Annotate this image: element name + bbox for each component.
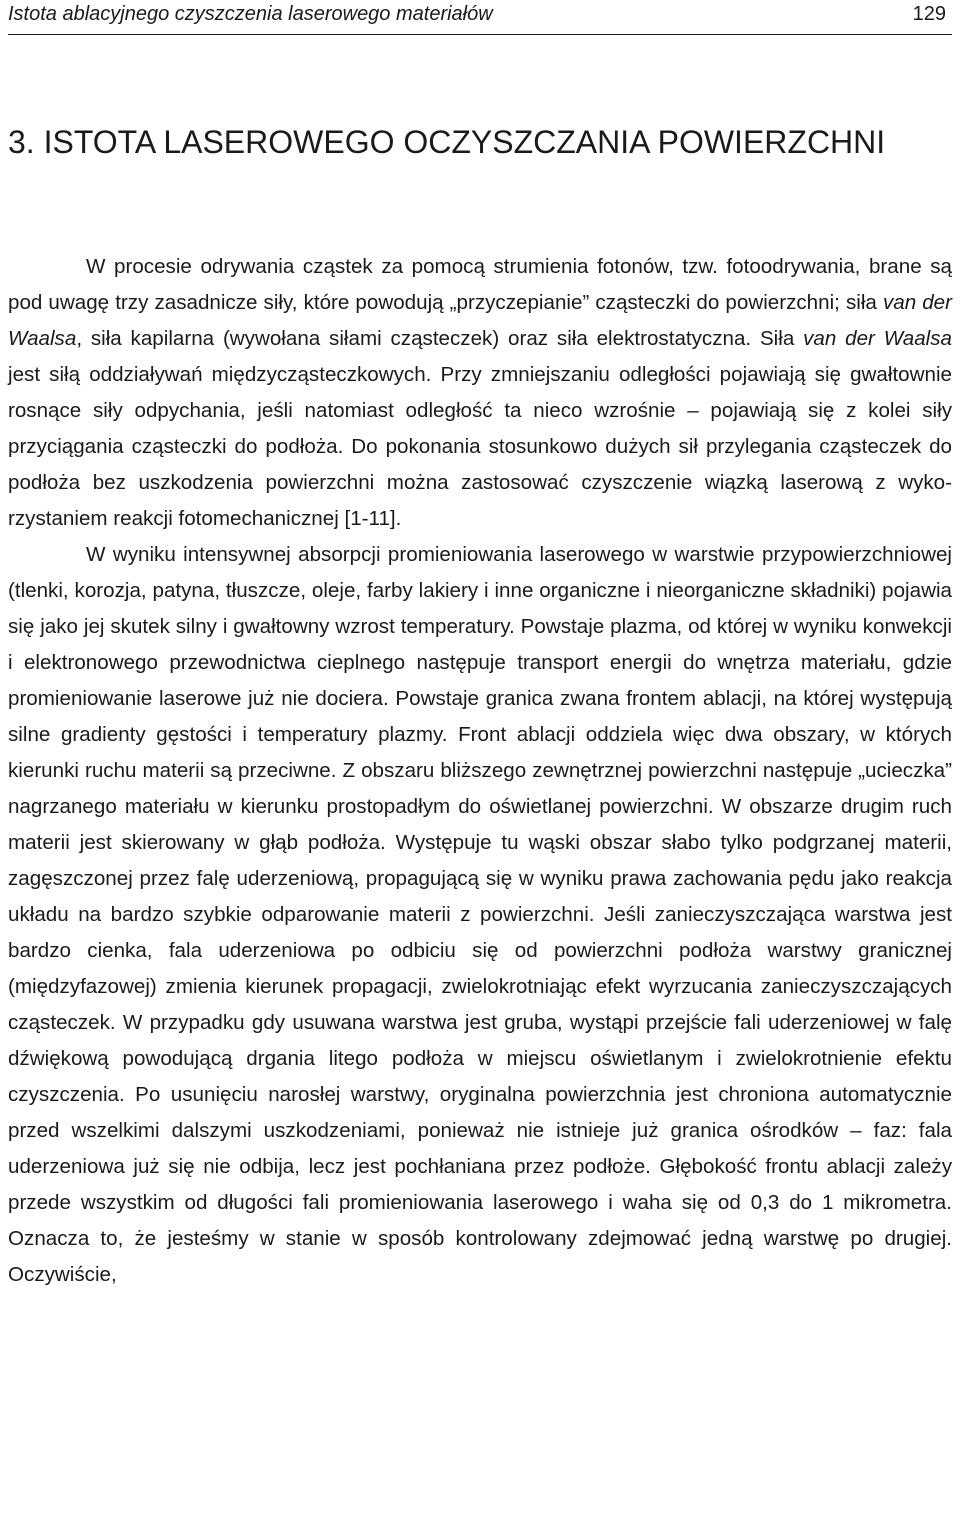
paragraph-1-text-c: jest siłą oddziaływań międzycząsteczkowych. Przy zmniejszaniu odległości pojawiają się gwałtownie rosnące siły odpychania, jeśli natomiast odległość ta nieco wzrośnie – pojawiają się z kolei siły przyciągania cząsteczki do podłoża. Do pokonania stosunkowo dużych sił przylegania cząsteczek do podłoża bez uszkodzenia powierzchni można zastosować czyszczenie wiązką laserową z wykorzystaniem reakcji fotomechanicznej [1-11]. — [8, 363, 952, 530]
term-van-der-waalsa: van der Waalsa — [803, 327, 952, 350]
chapter-heading: 3. ISTOTA LASEROWEGO OCZYSZCZANIA POWIERZCHNI — [8, 124, 886, 160]
paragraph-2: W wyniku intensywnej absorpcji promieniowania laserowego w warstwie przypowierzchniowej (tlenki, korozja, patyna, tłuszcze, oleje, farby lakiery i inne organiczne i nieorganiczne składniki) pojawia się jako jej skutek silny i gwałtowny wzrost temperatury. Powstaje plazma, od której w wyniku konwekcji i elektronowego przewodnictwa cieplnego następuje transport energii do wnętrza materiału, gdzie promieniowanie laserowe już nie dociera. Powstaje granica zwana frontem ablacji, na której występują silne gradienty gęstości i temperatury plazmy. Front ablacji oddziela więc dwa obszary, w których kierunki ruchu materii są przeciwne. Z obszaru bliższego zewnętrznej powierzchni następuje „ucieczka” nagrzanego materiału w kierunku prostopadłym do oświetlanej powierzchni. W obszarze drugim ruch materii jest skierowany w głąb podłoża. Występuje tu wąski obszar słabo tylko podgrzanej materii, zagęszczonej przez falę uderzeniową, propagującą się w wyniku prawa zachowania pędu jako reakcja układu na bardzo szybkie odparowanie materii z powierzchni. Jeśli zanieczyszczająca warstwa jest bardzo cienka, fala uderzeniowa po odbiciu się od powierzchni podłoża warstwy granicznej (międzyfazowej) zmienia kierunek propagacji, zwielokrotniając efekt wyrzucania zanieczyszczających cząsteczek. W przypadku gdy usuwana warstwa jest gruba, wystąpi przejście fali uderzeniowej w falę dźwiękową powodującą drgania litego podłoża w miejscu oświetlanym i zwielokrotnienie efektu czyszczenia. Po usunięciu narosłej warstwy, oryginalna powierzchnia jest chroniona automatycznie przed wszelkimi dalszymi uszkodzeniami, ponieważ nie istnieje już granica ośrodków – faz: fala uderzeniowa już się nie odbija, lecz jest pochłaniana przez podłoże. Głębokość frontu ablacji zależy przede wszystkim od długości fali promieniowania laserowego i waha się od 0,3 do 1 mikrometra. Oznacza to, że jesteśmy w stanie w sposób kontrolowany zdejmować jedną warstwę po drugiej. Oczywiście, — [8, 543, 952, 1286]
running-header — [8, 0, 952, 35]
paragraph-1-text-b: , siła kapilarna (wywołana siłami cząsteczek) oraz siła elektrostatyczna. Siła — [76, 327, 804, 350]
term-van-der-waalsa: van der Waalsa — [8, 291, 952, 350]
page-number: 129 — [912, 3, 946, 25]
running-title: Istota ablacyjnego czyszczenia laserowego materiałów — [8, 3, 493, 25]
body-text — [8, 249, 952, 1293]
paragraph-1-text-a: W procesie odrywania cząstek za pomocą strumienia fotonów, tzw. fotoodrywania, brane są pod uwagę trzy zasadnicze siły, które powodują „przyczepianie” cząsteczki do powierzchni; siła — [8, 255, 952, 314]
paragraph-1 — [8, 249, 952, 537]
